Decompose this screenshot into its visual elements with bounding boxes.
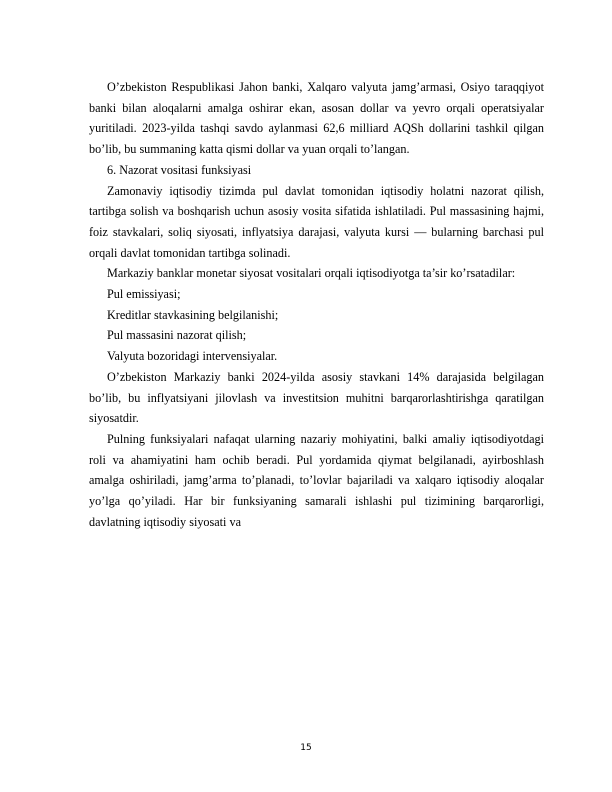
paragraph-international-banks: O’zbekiston Respublikasi Jahon banki, Xalqaro valyuta jamg’armasi, Osiyo taraqqiyot banki bilan aloqalarni amalga oshirar ekan, asosan dollar va yevro orqali operatsiyalar yuritiladi. 2023-yilda tashqi savdo aylanmasi 62,6 milliard AQSh dollarini tashkil qilgan bo’lib, bu summaning katta qismi dollar va yuan orqali to’langan. [89,80,544,157]
list-item-credit-rates: Kreditlar stavkasining belgilanishi; [107,307,279,322]
paragraph-central-banks: Markaziy banklar monetar siyosat vositalari orqali iqtisodiyotga ta’sir ko’rsatadilar: [107,266,516,281]
body-text [89,77,544,532]
paragraph-conclusion: Pulning funksiyalari nafaqat ularning nazariy mohiyatini, balki amaliy iqtisodiyotdagi roli va ahamiyatini ham ochib beradi. Pul yordamida qiymat belgilanadi, ayirboshlash amalga oshiriladi, jamg’arma to’planadi, to’lovlar bajariladi va xalqaro iqtisodiy aloqalar yo’lga qo’yiladi. Har bir funksiyaning samarali ishlashi pul tizimining barqarorligi, davlatning iqtisodiy siyosati va [89,431,544,529]
list-item-money-supply: Pul massasini nazorat qilish; [107,328,247,343]
page-number: 15 [300,743,312,753]
paragraph-state-regulation: Zamonaviy iqtisodiy tizimda pul davlat tomonidan iqtisodiy holatni nazorat qilish, tartibga solish va boshqarish uchun asosiy vosita sifatida ishlatiladi. Pul massasining hajmi, foiz stavkalari, soliq siyosati, inflyatsiya darajasi, valyuta kursi — bularning barchasi pul orqali davlat tomonidan tartibga solinadi. [89,183,544,260]
list-item-currency-interventions: Valyuta bozoridagi intervensiyalar. [107,349,278,364]
section-heading-control-function: 6. Nazorat vositasi funksiyasi [107,162,252,177]
list-item-emission: Pul emissiyasi; [107,287,181,302]
paragraph-key-rate: O’zbekiston Markaziy banki 2024-yilda asosiy stavkani 14% darajasida belgilagan bo’lib, bu inflyatsiyani jilovlash va investitsion muhitni barqarorlashtirishga qaratilgan siyosatdir. [89,369,544,426]
